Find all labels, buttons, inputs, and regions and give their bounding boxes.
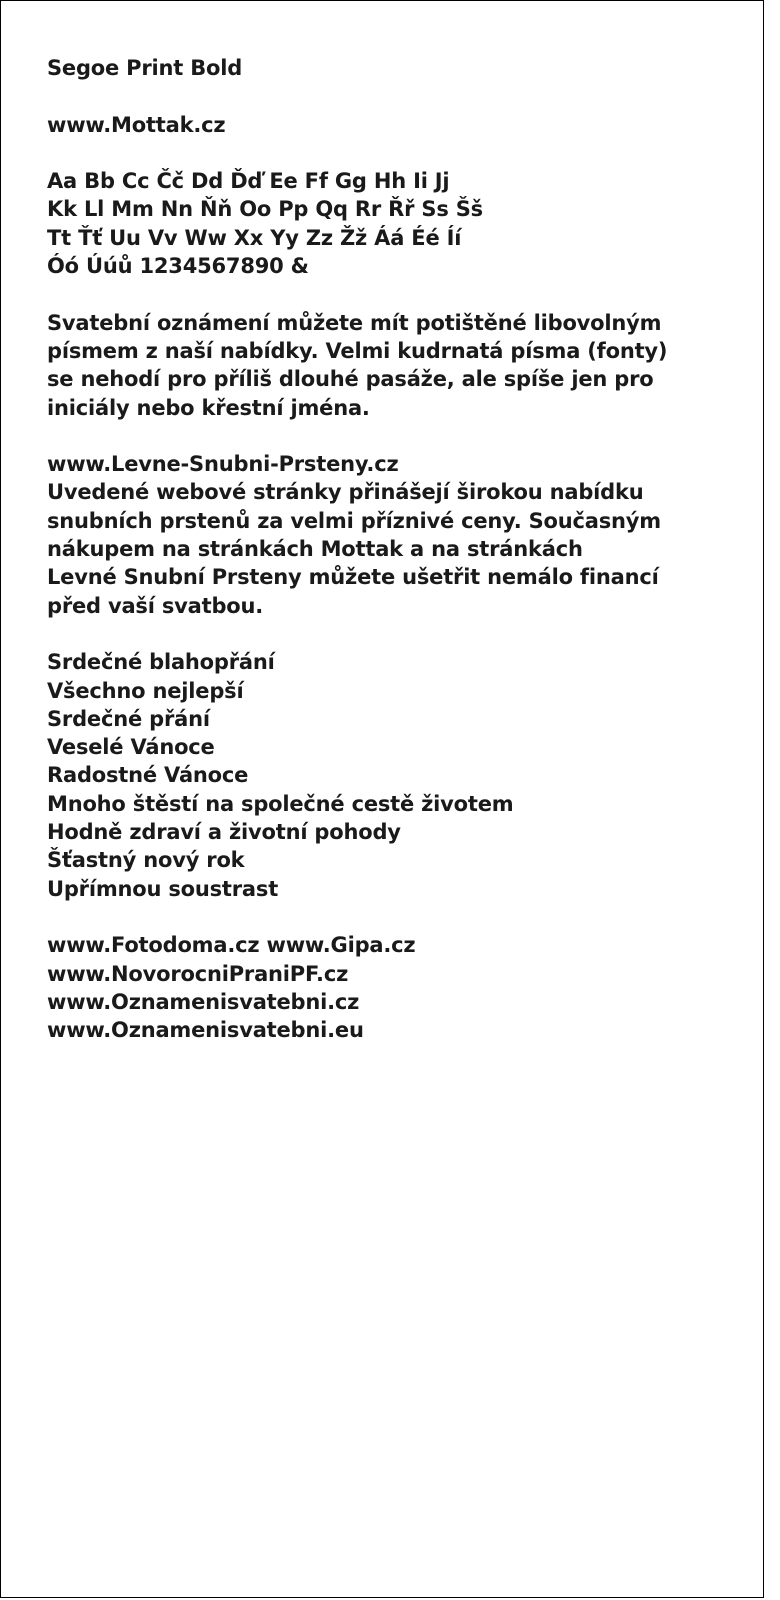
greeting-item: Upřímnou soustrast [47,876,279,901]
greeting-item: Mnoho štěstí na společné cestě životem [47,791,514,816]
greeting-item: Radostné Vánoce [47,763,249,788]
paragraph-line: písmem z naší nabídky. Velmi kudrnatá písma (fonty) [47,338,668,363]
paragraph-line: Svatební oznámení můžete mít potištěné libovolným [47,310,662,335]
alphabet-line: Kk Ll Mm Nn Ňň Oo Pp Qq Rr Řř Ss Šš [47,197,483,222]
paragraph-line: se nehodí pro příliš dlouhé pasáže, ale spíše jen pro [47,367,654,392]
alphabet-line: Óó Úúů 1234567890 & [47,254,309,279]
font-name-heading: Segoe Print Bold [47,56,243,80]
paragraph-line: nákupem na stránkách Mottak a na stránkách [47,537,583,562]
spacer [47,280,747,308]
link-line: www.Fotodoma.cz www.Gipa.cz [47,933,416,958]
paragraph-line: iniciály nebo křestní jména. [47,395,370,420]
greeting-item: Všechno nejlepší [47,678,244,703]
greeting-item: Srdečné přání [47,706,210,731]
greetings-list [47,648,747,903]
spacer [47,139,747,167]
paragraph-wedding-rings [47,450,747,620]
alphabet-line: Aa Bb Cc Čč Dd Ďď Ee Ff Gg Hh Ii Jj [47,169,450,194]
paragraph-line: Uvedené webové stránky přinášejí širokou nabídku [47,480,644,505]
greeting-item: Hodně zdraví a životní pohody [47,820,401,845]
site-url: www.Mottak.cz [47,112,226,137]
paragraph-line: Levné Snubní Prsteny můžete ušetřit nemálo financí [47,565,659,590]
link-line: www.NovorocniPraniPF.cz [47,961,349,986]
greeting-item: Šťastný nový rok [47,848,245,873]
paragraph-line: snubních prstenů za velmi příznivé ceny. Současným [47,508,661,533]
alphabet-block [47,167,747,280]
paragraph-line: před vaší svatbou. [47,593,264,618]
paragraph-wedding-announcement [47,309,747,422]
spacer [47,620,747,648]
paragraph-line: www.Levne-Snubni-Prsteny.cz [47,452,399,477]
links-list [47,931,747,1044]
greeting-item: Srdečné blahopřání [47,650,275,675]
spacer [47,422,747,450]
sample-text-block [47,54,747,1044]
spacer [47,903,747,931]
spacer [47,82,747,110]
alphabet-line: Tt Ťť Uu Vv Ww Xx Yy Zz Žž Áá Éé Íí [47,225,462,250]
link-line: www.Oznamenisvatebni.eu [47,1018,364,1043]
link-line: www.Oznamenisvatebni.cz [47,989,360,1014]
greeting-item: Veselé Vánoce [47,735,215,760]
